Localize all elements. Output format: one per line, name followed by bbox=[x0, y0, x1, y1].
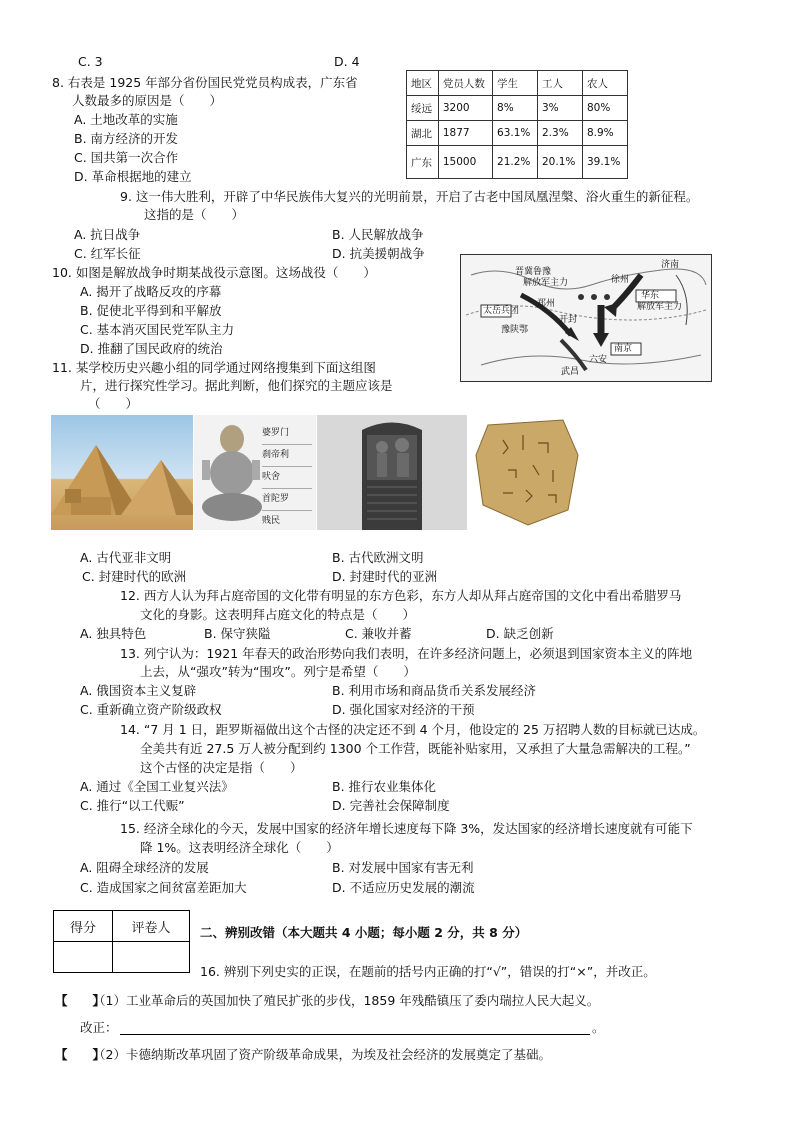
map-label: 南京 bbox=[614, 344, 633, 354]
map-label: 六安 bbox=[589, 355, 608, 365]
grader-label: 评卷人 bbox=[113, 911, 190, 942]
caste-system-image bbox=[194, 415, 316, 530]
table-cell: 15000 bbox=[438, 146, 492, 179]
caste-label: 吠舍 bbox=[262, 467, 312, 489]
caste-label: 贱民 bbox=[262, 516, 281, 526]
q9-option-a: A. 抗日战争 bbox=[74, 227, 141, 242]
table-header-cell: 地区 bbox=[407, 71, 439, 96]
q12-option-b: B. 保守狭隘 bbox=[204, 626, 271, 641]
q14-stem-line2: 全美共有近 27.5 万人被分配到约 1300 个工作营，既能补贴家用，又承担了大量急需解决的工程。” bbox=[140, 741, 691, 756]
section2-title: 二、辨别改错（本大题共 4 小题；每小题 2 分，共 8 分） bbox=[200, 925, 528, 940]
caste-label: 刹帝利 bbox=[262, 445, 312, 467]
q14-stem-line3: 这个古怪的决定是指（ ） bbox=[140, 760, 303, 775]
q16-item2: （2）卡德纳斯改革巩固了资产阶级革命成果，为埃及社会经济的发展奠定了基础。 bbox=[93, 1047, 551, 1062]
q12-option-c: C. 兼收并蓄 bbox=[345, 626, 412, 641]
q13-option-d: D. 强化国家对经济的干预 bbox=[332, 702, 475, 717]
q9-option-c: C. 红军长征 bbox=[74, 246, 141, 261]
map-label: 解放军主力 bbox=[523, 278, 569, 288]
table-cell: 2.3% bbox=[538, 121, 583, 146]
map-label: 晋冀鲁豫 bbox=[515, 267, 552, 277]
score-box bbox=[53, 910, 190, 973]
map-label: 豫陕鄂 bbox=[501, 325, 529, 335]
q16-stem: 16. 辨别下列史实的正误，在题前的括号内正确的打“√”，错误的打“×”，并改正。 bbox=[200, 964, 656, 979]
map-label: 徐州 bbox=[611, 275, 630, 285]
map-label: 解放军主力 bbox=[637, 302, 683, 312]
q8-option-c: C. 国共第一次合作 bbox=[74, 150, 179, 165]
score-label: 得分 bbox=[54, 911, 113, 942]
map-label: 郑州 bbox=[537, 299, 556, 309]
q8-stem-line2: 人数最多的原因是（ ） bbox=[72, 93, 223, 108]
q8-option-a: A. 土地改革的实施 bbox=[74, 112, 178, 127]
q11-option-c: C. 封建时代的欧洲 bbox=[82, 569, 187, 584]
q13-option-c: C. 重新确立资产阶级政权 bbox=[80, 702, 222, 717]
battle-map-drawing bbox=[461, 255, 711, 381]
table-cell: 3% bbox=[538, 96, 583, 121]
q15-stem-line1: 15. 经济全球化的今天，发展中国家的经济年增长速度每下降 3%，发达国家的经济增长速度就有可能下 bbox=[120, 821, 693, 836]
q14-option-c: C. 推行“以工代赈” bbox=[80, 798, 185, 813]
q9-option-b: B. 人民解放战争 bbox=[332, 227, 424, 242]
table-cell: 8% bbox=[493, 96, 538, 121]
q11-option-a: A. 古代亚非文明 bbox=[80, 550, 172, 565]
table-header-cell: 工人 bbox=[538, 71, 583, 96]
map-label: 开封 bbox=[559, 315, 578, 325]
table-header-cell: 党员人数 bbox=[438, 71, 492, 96]
table-cell: 1877 bbox=[438, 121, 492, 146]
correction-end: 。 bbox=[592, 1020, 605, 1035]
score-cell[interactable] bbox=[54, 942, 113, 973]
q15-option-a: A. 阻碍全球经济的发展 bbox=[80, 860, 209, 875]
table-cell: 广东 bbox=[407, 146, 439, 179]
table-row bbox=[407, 121, 628, 146]
q8-option-d: D. 革命根据地的建立 bbox=[74, 169, 192, 184]
q15-stem-line2: 降 1%。这表明经济全球化（ ） bbox=[140, 840, 339, 855]
q12-option-a: A. 独具特色 bbox=[80, 626, 147, 641]
map-label: 太岳兵团 bbox=[483, 306, 520, 316]
correction-line[interactable] bbox=[120, 1034, 590, 1035]
grader-cell[interactable] bbox=[113, 942, 190, 973]
table-cell: 绥远 bbox=[407, 96, 439, 121]
q11-option-b: B. 古代欧洲文明 bbox=[332, 550, 424, 565]
caste-label: 婆罗门 bbox=[262, 423, 312, 445]
q11-option-d: D. 封建时代的亚洲 bbox=[332, 569, 438, 584]
caste-list bbox=[262, 423, 312, 530]
table-header-row bbox=[407, 71, 628, 96]
q14-option-a: A. 通过《全国工业复兴法》 bbox=[80, 779, 234, 794]
table-row bbox=[407, 96, 628, 121]
q10-stem: 10. 如图是解放战争时期某战役示意图。这场战役（ ） bbox=[52, 265, 376, 280]
q10-option-a: A. 揭开了战略反攻的序幕 bbox=[80, 284, 222, 299]
q8-option-b: B. 南方经济的开发 bbox=[74, 131, 179, 146]
table-cell: 39.1% bbox=[582, 146, 627, 179]
q15-option-d: D. 不适应历史发展的潮流 bbox=[332, 880, 475, 895]
map-label: 济南 bbox=[661, 260, 680, 270]
q10-option-b: B. 促使北平得到和平解放 bbox=[80, 303, 222, 318]
q11-stem-line1: 11. 某学校历史兴趣小组的同学通过网络搜集到下面这组图 bbox=[52, 360, 376, 375]
q12-stem-line1: 12. 西方人认为拜占庭帝国的文化带有明显的东方色彩，东方人却从拜占庭帝国的文化中看出希腊罗马 bbox=[120, 588, 682, 603]
q9-option-d: D. 抗美援朝战争 bbox=[332, 246, 425, 261]
map-label: 华东 bbox=[641, 291, 660, 301]
q15-option-b: B. 对发展中国家有害无利 bbox=[332, 860, 474, 875]
q14-option-b: B. 推行农业集体化 bbox=[332, 779, 437, 794]
q9-stem-line1: 9. 这一伟大胜利，开辟了中华民族伟大复兴的光明前景，开启了古老中国凤凰涅槃、浴火重生的新征程。 bbox=[120, 189, 699, 204]
table-header-cell: 学生 bbox=[493, 71, 538, 96]
table-cell: 21.2% bbox=[493, 146, 538, 179]
q7-option-c: C. 3 bbox=[78, 54, 103, 69]
q13-stem-line2: 上去，从“强攻”转为“围攻”。列宁是希望（ ） bbox=[140, 664, 416, 679]
q13-stem-line1: 13. 列宁认为：1921 年春天的政治形势向我们表明，在许多经济问题上，必须退到国家资本主义的阵地 bbox=[120, 646, 693, 661]
answer-bracket-1[interactable]: 【 】 bbox=[55, 993, 106, 1008]
q13-option-b: B. 利用市场和商品货币关系发展经济 bbox=[332, 683, 537, 698]
table-cell: 63.1% bbox=[493, 121, 538, 146]
stele-drawing bbox=[317, 415, 467, 530]
pyramids-drawing bbox=[51, 415, 193, 530]
q10-option-d: D. 推翻了国民政府的统治 bbox=[80, 341, 223, 356]
caste-label: 首陀罗 bbox=[262, 489, 312, 511]
q10-option-c: C. 基本消灭国民党军队主力 bbox=[80, 322, 235, 337]
q15-option-c: C. 造成国家之间贫富差距加大 bbox=[80, 880, 247, 895]
table-cell: 20.1% bbox=[538, 146, 583, 179]
hammurabi-code-stele-image bbox=[317, 415, 467, 530]
q8-stem-line1: 8. 右表是 1925 年部分省份国民党党员构成表，广东省 bbox=[52, 75, 358, 90]
q9-stem-line2: 这指的是（ ） bbox=[144, 207, 245, 222]
correction-label: 改正： bbox=[80, 1020, 118, 1035]
q13-option-a: A. 俄国资本主义复辟 bbox=[80, 683, 197, 698]
q11-stem-line2: 片，进行探究性学习。据此判断，他们探究的主题应该是 bbox=[80, 378, 393, 393]
answer-bracket-2[interactable]: 【 】 bbox=[55, 1047, 106, 1062]
brahma-statue-drawing bbox=[194, 415, 264, 530]
pyramids-sphinx-image bbox=[51, 415, 193, 530]
oracle-bone-drawing bbox=[468, 415, 590, 530]
q16-item1: （1）工业革命后的英国加快了殖民扩张的步伐，1859 年残酷镇压了委内瑞拉人民大起义。 bbox=[93, 993, 600, 1008]
q11-stem-line3: （ ） bbox=[88, 396, 139, 411]
table-cell: 8.9% bbox=[582, 121, 627, 146]
table-cell: 湖北 bbox=[407, 121, 439, 146]
q8-party-member-table bbox=[406, 70, 628, 179]
oracle-bone-image bbox=[468, 415, 590, 530]
q7-option-d: D. 4 bbox=[334, 54, 360, 69]
table-row bbox=[407, 146, 628, 179]
q12-option-d: D. 缺乏创新 bbox=[486, 626, 554, 641]
map-label: 武昌 bbox=[561, 367, 580, 377]
table-header-cell: 农人 bbox=[582, 71, 627, 96]
q14-option-d: D. 完善社会保障制度 bbox=[332, 798, 450, 813]
table-cell: 3200 bbox=[438, 96, 492, 121]
battle-map-image bbox=[460, 254, 712, 382]
q12-stem-line2: 文化的身影。这表明拜占庭文化的特点是（ ） bbox=[140, 607, 416, 622]
table-cell: 80% bbox=[582, 96, 627, 121]
q14-stem-line1: 14. “7 月 1 日，距罗斯福做出这个古怪的决定还不到 4 个月，他设定的 25 万招聘人数的目标就已达成。 bbox=[120, 722, 706, 737]
